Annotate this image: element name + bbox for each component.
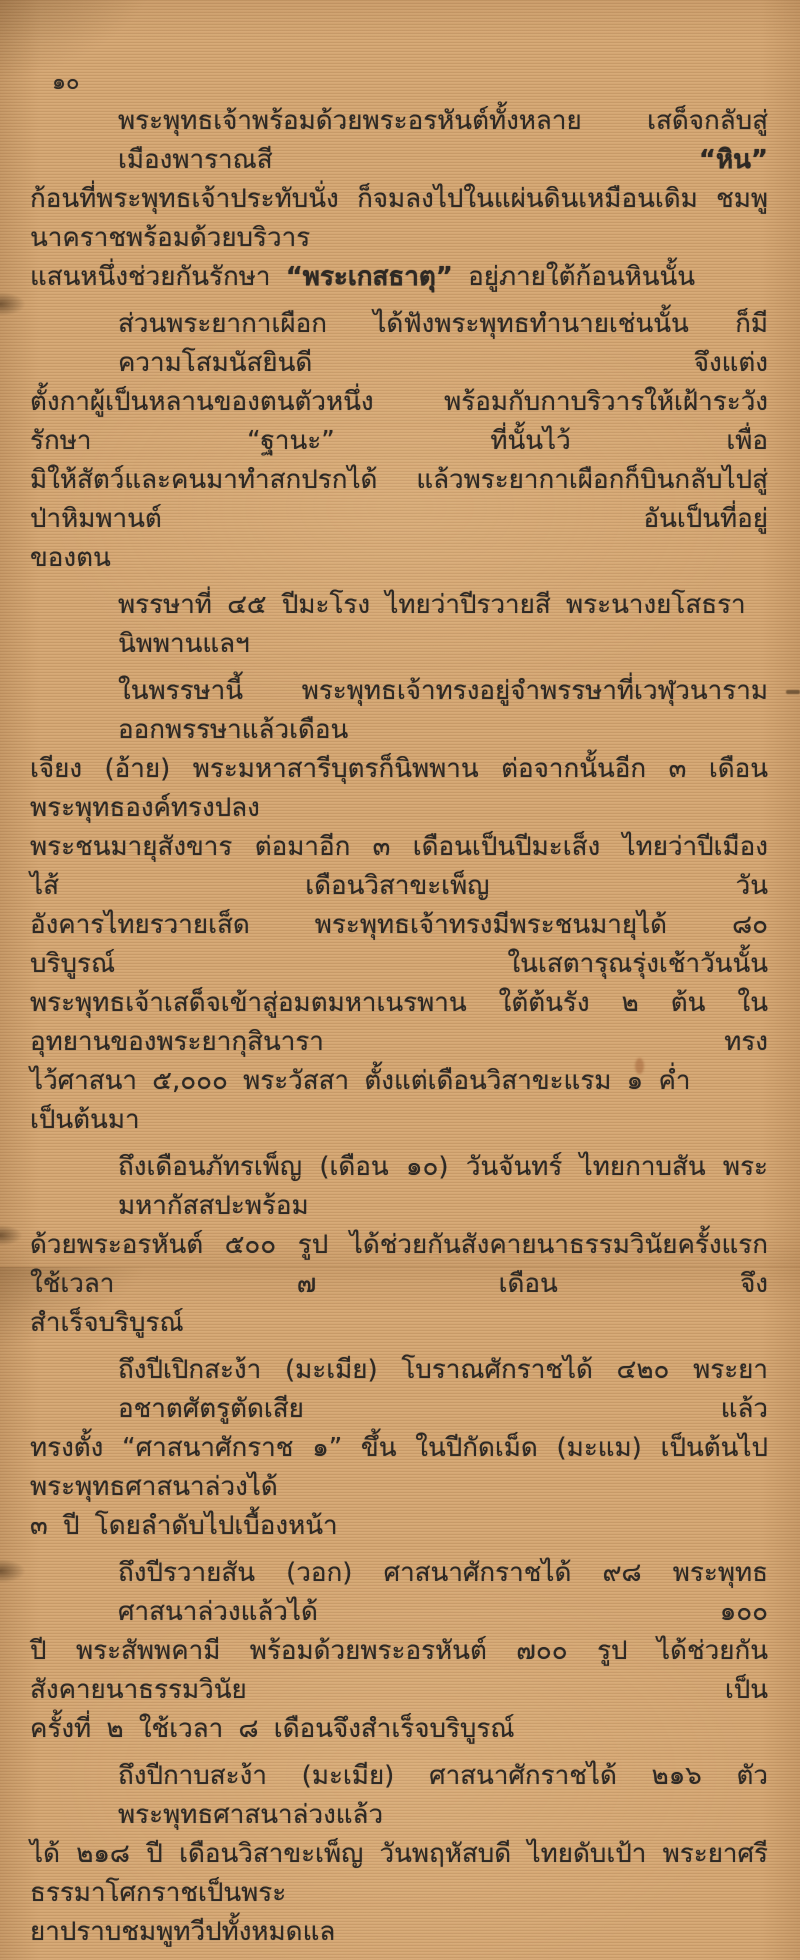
text-line [30, 828, 768, 906]
page-number: ๑๐ [52, 70, 80, 95]
text-line [30, 539, 768, 578]
text-segment: พระพุทธเจ้าพร้อมด้วยพระอรหันต์ทั้งหลาย เสด็จกลับสู่เมืองพาราณสี [118, 106, 768, 175]
text-segment: ถึงเดือนภัทรเพ็ญ (เดือน ๑๐) วันจันทร์ ไทยกาบสัน พระมหากัสสปะพร้อม [118, 1152, 768, 1221]
text-segment: เจียง (อ้าย) พระมหาสารีบุตรก็นิพพาน ต่อจากนั้นอีก ๓ เดือน พระพุทธองค์ทรงปลง [30, 754, 768, 823]
text-segment: ถึงปีรวายสัน (วอก) ศาสนาศักราชได้ ๙๘ พระพุทธศาสนาล่วงแล้วได้ ๑๐๐ [118, 1558, 768, 1627]
text-line [30, 1062, 768, 1140]
text-segment: ส่วนพระยากาเผือก ได้ฟังพระพุทธทำนายเช่นนั้น ก็มีความโสมนัสยินดี จึงแต่ง [118, 309, 768, 378]
text-segment: ก้อนที่พระพุทธเจ้าประทับนั่ง ก็จมลงไปในแผ่นดินเหมือนเดิม ชมพูนาคราชพร้อมด้วยบริวาร [30, 184, 768, 253]
text-segment: ตั้งกาผู้เป็นหลานของตนตัวหนึ่ง พร้อมกับกาบริวารให้เฝ้าระวังรักษา “ฐานะ” ที่นั้นไว้ เพื่อ [30, 387, 768, 456]
text-line [30, 1554, 768, 1632]
text-line [30, 1835, 768, 1913]
text-segment: อยู่ภายใต้ก้อนหินนั้น [452, 262, 696, 292]
text-segment: ถึงปีเปิกสะง้า (มะเมีย) โบราณศักราชได้ ๔๒๐ พระยาอชาตศัตรูตัดเสีย แล้ว [118, 1355, 768, 1424]
text-line [30, 1632, 768, 1710]
text-segment: พรรษาที่ ๔๕ ปีมะโรง ไทยว่าปีรวายสี พระนางยโสธรานิพพานแลฯ [118, 590, 746, 659]
text-line [30, 1913, 768, 1952]
text-block [30, 102, 768, 1960]
text-segment: ยาปราบชมพูทวีปทั้งหมดแล [30, 1917, 336, 1947]
text-line [30, 1429, 768, 1507]
text-segment: ด้วยพระอรหันต์ ๕๐๐ รูป ได้ช่วยกันสังคายนาธรรมวินัยครั้งแรก ใช้เวลา ๗ เดือน จึง [30, 1230, 768, 1299]
text-segment: ทรงตั้ง “ศาสนาศักราช ๑” ขึ้น ในปีกัดเม็ด (มะแม) เป็นต้นไป พระพุทธศาสนาล่วงได้ [30, 1433, 768, 1502]
paragraph [30, 1554, 768, 1749]
paragraph [30, 1757, 768, 1952]
paragraph [30, 1148, 768, 1343]
text-line [30, 672, 768, 750]
text-segment: แสนหนึ่งช่วยกันรักษา [30, 262, 286, 292]
text-segment: พระชนมายุสังขาร ต่อมาอีก ๓ เดือนเป็นปีมะเส็ง ไทยว่าปีเมืองไส้ เดือนวิสาขะเพ็ญ วัน [30, 832, 768, 901]
text-line [30, 1351, 768, 1429]
text-line [30, 1304, 768, 1343]
paragraph [30, 672, 768, 1140]
text-line [30, 1148, 768, 1226]
bold-term: “พระเกสธาตุ” [285, 262, 453, 292]
text-line [30, 1226, 768, 1304]
text-line [30, 383, 768, 461]
paragraph [30, 586, 768, 664]
text-line [30, 461, 768, 539]
text-line [30, 305, 768, 383]
text-line [30, 984, 768, 1062]
bold-term: “หิน” [698, 145, 768, 175]
text-segment: ปี พระสัพพคามี พร้อมด้วยพระอรหันต์ ๗๐๐ รูป ได้ช่วยกันสังคายนาธรรมวินัย เป็น [30, 1636, 768, 1705]
text-line [30, 750, 768, 828]
text-segment: ครั้งที่ ๒ ใช้เวลา ๘ เดือนจึงสำเร็จบริบูรณ์ [30, 1714, 515, 1744]
text-line [30, 906, 768, 984]
text-line [30, 258, 768, 297]
text-line [30, 586, 768, 664]
text-segment: ถึงปีกาบสะง้า (มะเมีย) ศาสนาศักราชได้ ๒๑๖ ตัว พระพุทธศาสนาล่วงแล้ว [118, 1761, 768, 1830]
text-line [30, 1710, 768, 1749]
text-segment: มิให้สัตว์และคนมาทำสกปรกได้ แล้วพระยากาเผือกก็บินกลับไปสู่ป่าหิมพานต์ อันเป็นที่อยู่ [30, 465, 768, 534]
text-segment: ของตน [30, 543, 111, 573]
text-segment: ไว้ศาสนา ๕,๐๐๐ พระวัสสา ตั้งแต่เดือนวิสาขะแรม ๑ ค่ำ เป็นต้นมา [30, 1066, 691, 1135]
text-segment: อังคารไทยรวายเส็ด พระพุทธเจ้าทรงมีพระชนมายุได้ ๘๐ บริบูรณ์ ในเสตารุณรุ่งเช้าวันนั้น [30, 910, 768, 979]
text-line [30, 1757, 768, 1835]
text-segment: ในพรรษานี้ พระพุทธเจ้าทรงอยู่จำพรรษาที่เวฬุวนาราม ออกพรรษาแล้วเดือน [118, 676, 768, 745]
text-segment: สำเร็จบริบูรณ์ [30, 1308, 184, 1338]
text-line [30, 180, 768, 258]
paragraph [30, 1351, 768, 1546]
text-segment: พระพุทธเจ้าเสด็จเข้าสู่อมตมหาเนรพาน ใต้ต้นรัง ๒ ต้น ในอุทยานของพระยากุสินารา ทรง [30, 988, 768, 1057]
text-segment: ได้ ๒๑๘ ปี เดือนวิสาขะเพ็ญ วันพฤหัสบดี ไทยดับเป้า พระยาศรีธรรมาโศกราชเป็นพระ [30, 1839, 768, 1908]
paragraph [30, 305, 768, 578]
paper-stain [786, 690, 800, 694]
text-line [30, 102, 768, 180]
text-line [30, 1507, 768, 1546]
text-segment: ๓ ปี โดยลำดับไปเบื้องหน้า [30, 1511, 338, 1541]
paragraph [30, 102, 768, 297]
